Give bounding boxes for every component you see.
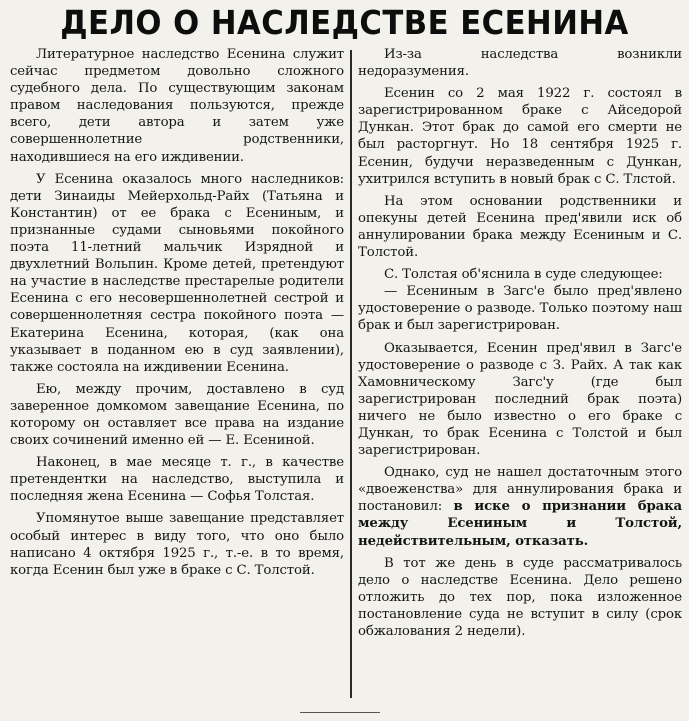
paragraph: Оказывается, Есенин пред'явил в Загс'е удостоверение о разводе с З. Райх. А так как Хамовническому Загс'у (где был зарегистрирован последний брак поэта) ничего не было известно о его браке с Дункан, то брак Есенина с Толстой и был зарегистрирован. bbox=[358, 340, 682, 459]
decision-text: Однако, суд не нашел достаточным этого «двоеженства» для аннулирования брака и постановил: bbox=[358, 465, 682, 515]
paragraph: Ею, между прочим, доставлено в суд заверенное домкомом завещание Есенина, по которому он оставляет все права на издание своих сочинений именно ей — Е. Есениной. bbox=[10, 381, 344, 449]
column-divider bbox=[350, 50, 352, 698]
left-column bbox=[10, 46, 344, 706]
paragraph: На этом основании родственники и опекуны детей Есенина пред'явили иск об аннулировании брака между Есениным и С. Толстой. bbox=[358, 193, 682, 261]
paragraph: У Есенина оказалось много наследников: дети Зинаиды Мейерхольд-Райх (Татьяна и Константин) от ее брака с Есениным, и признанные судами сыновьями покойного поэта 11-летний мальчик Изрядной и двухлетний Вольпин. Кроме детей, претендуют на участие в наследстве престарелые родители Есенина с его несовершеннолетней сестрой и совершеннолетняя сестра покойного поэта — Екатерина Есенина, которая, (как она указывает в поданном ею в суд заявлении), также состояла на иждивении Есенина. bbox=[10, 171, 344, 375]
paragraph: — Есениным в Загс'е было пред'явлено удостоверение о разводе. Только поэтому наш брак и был зарегистрирован. bbox=[358, 284, 682, 334]
paragraph: Упомянутое выше завещание представляет особый интерес в виду того, что оно было написано 4 октября 1925 г., т.-е. в то время, когда Есенин был уже в браке с С. Толстой. bbox=[10, 511, 344, 578]
paragraph: В тот же день в суде рассматривалось дело о наследстве Есенина. Дело решено отложить до тех пор, пока изложенное постановление суда не вступит в силу (срок обжалования 2 недели). bbox=[358, 555, 682, 639]
paragraph: Наконец, в мае месяце т. г., в качестве претендентки на наследство, выступила и последняя жена Есенина — Софья Толстая. bbox=[10, 455, 344, 505]
decision-verdict: в иске о признании брака между Есениным и Толстой, недействительным, отказать. bbox=[358, 499, 682, 549]
paragraph: Из-за наследства возникли недоразумения. bbox=[358, 47, 682, 80]
paragraph: Есенин со 2 мая 1922 г. состоял в зарегистрированном браке с Айседорой Дункан. Этот брак до самой его смерти не был расторгнут. Но 18 сентября 1925 г. Есенин, будучи неразведенным с Дункан, ухитрился вступить в новый брак с С. Тлстой. bbox=[358, 86, 682, 187]
court-decision-paragraph bbox=[358, 464, 682, 549]
headline: ДЕЛО О НАСЛЕДСТВЕ ЕСЕНИНА bbox=[60, 3, 629, 42]
paragraph: С. Толстая об'яснила в суде следующее: bbox=[384, 267, 663, 283]
bottom-divider bbox=[300, 712, 380, 713]
paragraph: Литературное наследство Есенина служит сейчас предметом довольно сложного судебного дела. По существующим законам правом наследования пользуются, прежде всего, дети автора и затем уже совершеннолетние родственники, находившиеся на его иждивении. bbox=[10, 47, 344, 165]
right-column bbox=[358, 46, 682, 706]
